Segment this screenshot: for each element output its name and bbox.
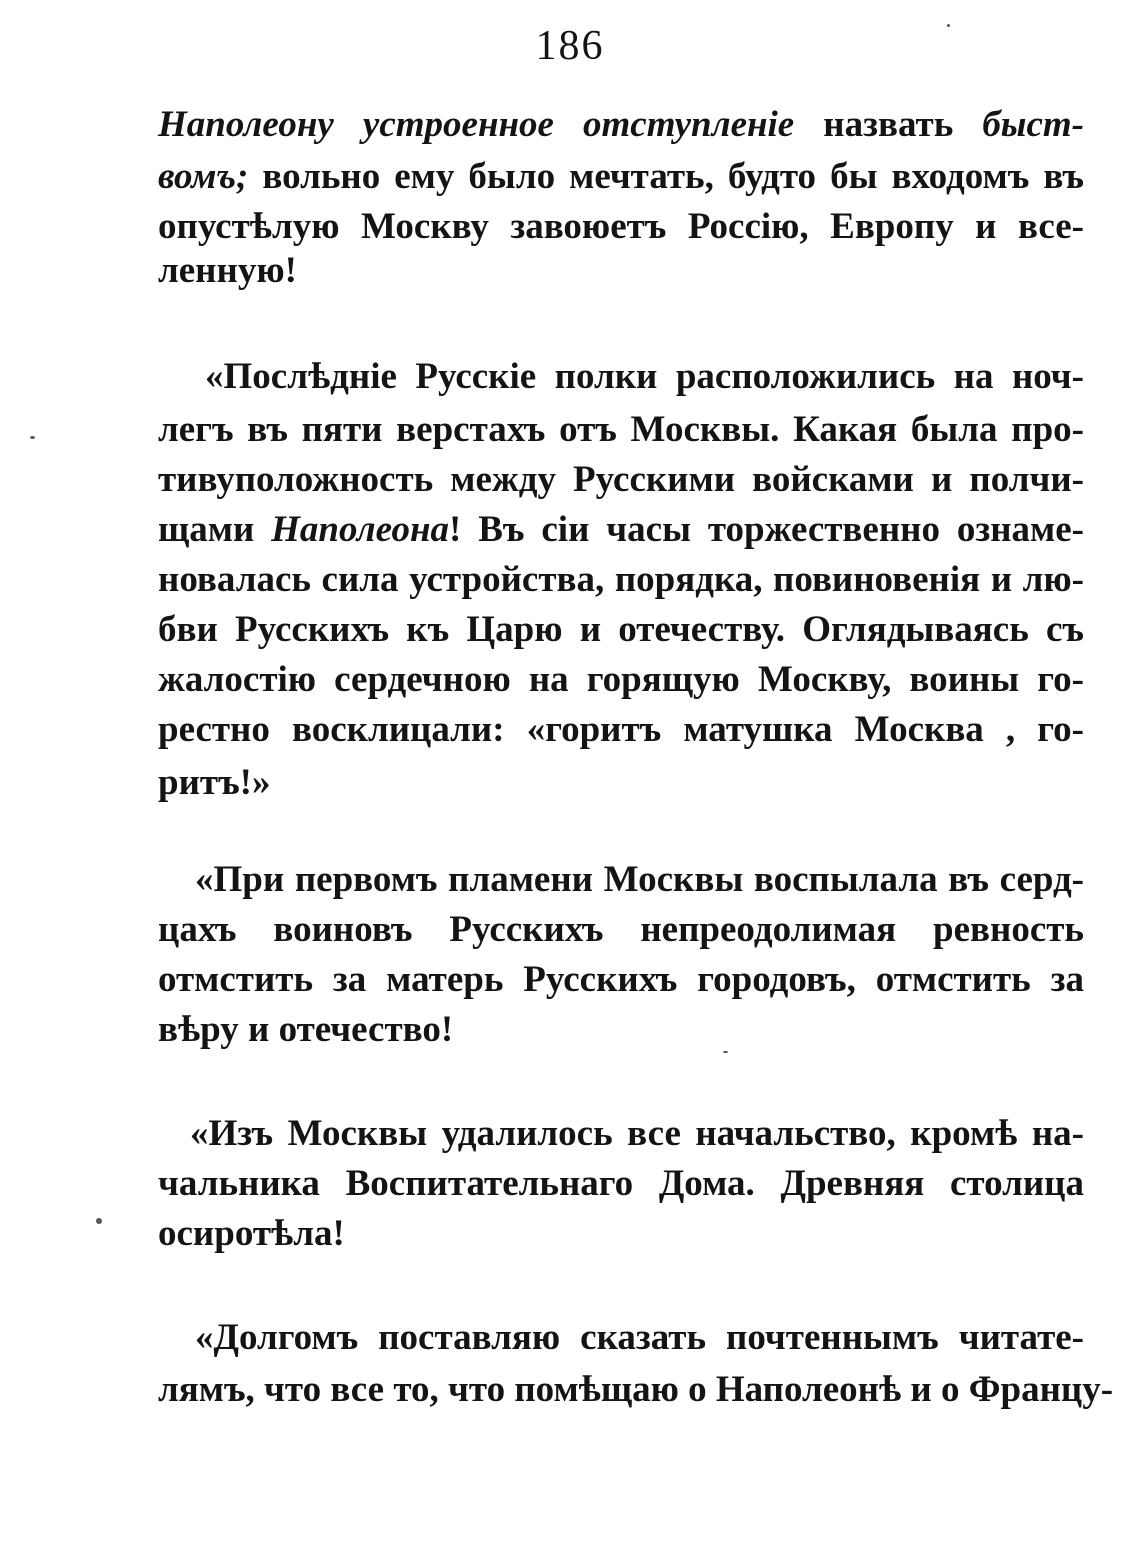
text-line <box>158 903 1084 957</box>
text-line <box>158 1157 1084 1211</box>
text-segment: «Послѣдніе Русскіе полки расположились на ноч- <box>205 356 1084 397</box>
text-line <box>195 1311 1084 1365</box>
print-speck <box>96 1218 102 1224</box>
text-segment: цахъ воиновъ Русскихъ непреодолимая ревность <box>158 909 1084 950</box>
text-segment: вольно ему было мечтать, будто бы входомъ въ <box>248 156 1084 197</box>
text-line <box>158 953 1084 1007</box>
text-segment: «При первомъ пламени Москвы воспылала въ серд- <box>195 859 1084 900</box>
text-segment: осиротѣла! <box>158 1213 345 1254</box>
text-segment: бви Русскихъ къ Царю и отечеству. Оглядываясь съ <box>158 609 1084 650</box>
text-line <box>158 553 1084 607</box>
text-line <box>158 150 1084 204</box>
text-segment: тивуположность между Русскими войсками и полчи- <box>158 459 1084 500</box>
text-segment: назвать <box>794 104 983 145</box>
italic-text: вомъ; <box>158 156 249 197</box>
text-segment: чальника Воспитательнаго Дома. Древняя столица <box>158 1163 1084 1204</box>
italic-text: быст- <box>982 104 1084 145</box>
italic-text: Наполеону устроенное отступленіе <box>158 104 795 145</box>
text-line <box>205 350 1084 404</box>
italic-text: Наполеона <box>271 509 450 550</box>
text-line <box>195 853 1084 907</box>
print-speck <box>723 1051 728 1053</box>
text-line <box>158 453 1084 507</box>
text-line <box>158 1003 1084 1057</box>
text-line <box>158 756 1084 810</box>
text-segment: щами <box>158 509 272 550</box>
text-segment: опустѣлую Москву завоюетъ Россію, Европу и все- <box>158 206 1084 247</box>
text-line <box>158 403 1084 457</box>
text-line <box>158 603 1084 657</box>
text-line <box>158 1363 1114 1417</box>
text-segment: жалостію сердечною на горящую Москву, воины го- <box>158 659 1084 700</box>
text-line <box>190 1107 1084 1161</box>
text-segment: отмстить за матерь Русскихъ городовъ, отмстить за <box>158 959 1084 1000</box>
text-segment: новалась сила устройства, порядка, повиновенія и лю- <box>158 559 1084 600</box>
page-number: 186 <box>535 23 605 69</box>
text-line <box>158 503 1084 557</box>
text-segment: ритъ!» <box>158 762 271 803</box>
print-speck <box>30 436 35 439</box>
text-segment: «Изъ Москвы удалилось все начальство, кромѣ на- <box>190 1113 1084 1154</box>
text-line <box>158 653 1084 707</box>
text-segment: легъ въ пяти верстахъ отъ Москвы. Какая была про- <box>158 409 1084 450</box>
text-segment: вѣру и отечество! <box>158 1009 454 1050</box>
text-segment: «Долгомъ поставляю сказать почтеннымъ читате- <box>195 1317 1084 1358</box>
text-segment: ленную! <box>158 250 297 291</box>
text-line <box>158 98 1084 152</box>
text-segment: рестно восклицали: «горитъ матушка Москва , го- <box>158 709 1084 750</box>
text-line <box>158 703 1084 757</box>
text-segment: лямъ, что все то, что помѣщаю о Наполеонѣ и о Францу- <box>158 1369 1114 1410</box>
text-segment: ! Въ сіи часы торжественно ознаме- <box>449 509 1084 550</box>
text-line <box>158 244 1084 298</box>
text-line <box>158 1207 1084 1261</box>
print-speck <box>947 24 950 27</box>
